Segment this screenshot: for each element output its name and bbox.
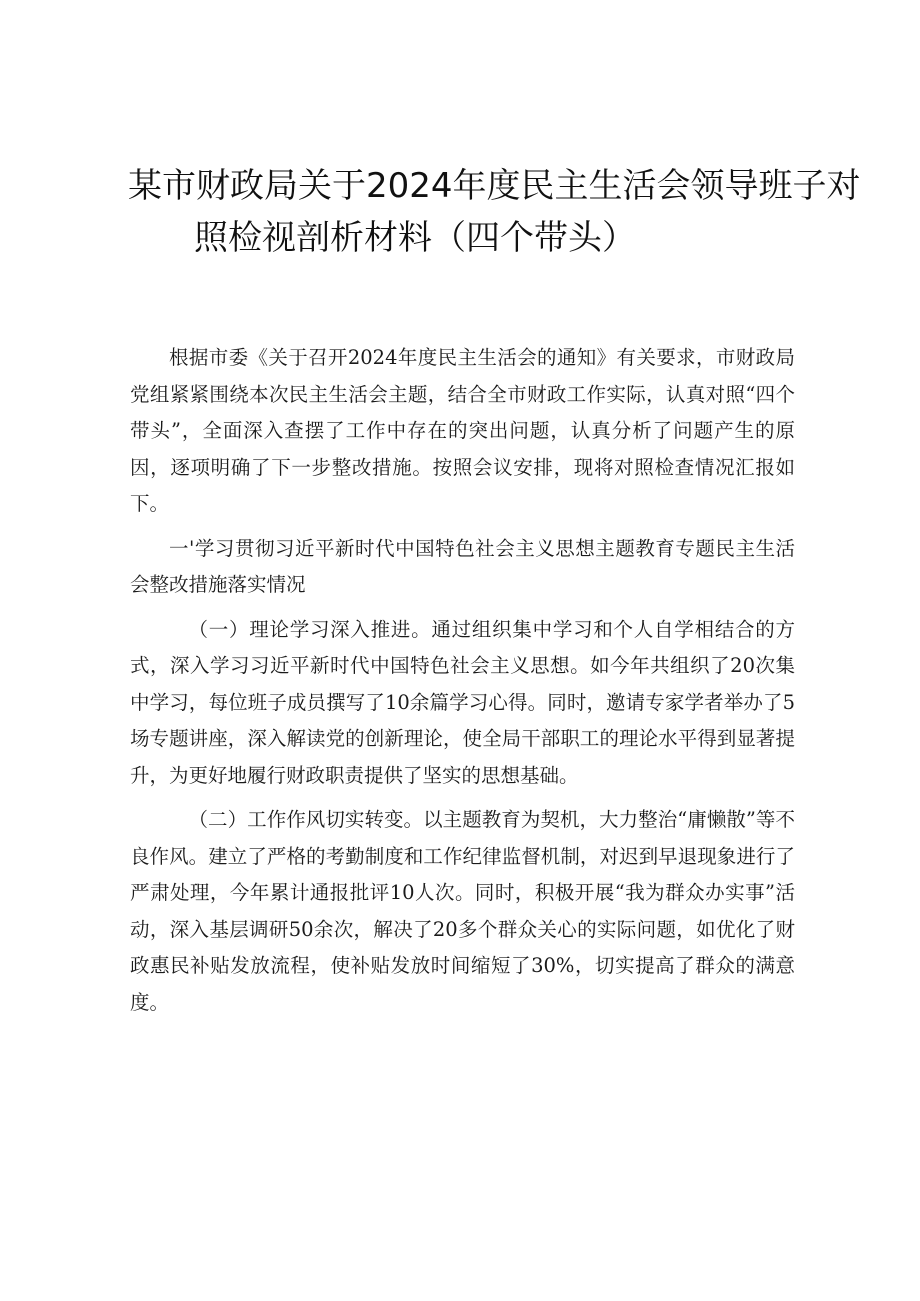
intro-paragraph: 根据市委《关于召开2024年度民主生活会的通知》有关要求，市财政局党组紧紧围绕本次民主生活会主题，结合全市财政工作实际，认真对照“四个带头”，全面深入查摆了工作中存在的突出问题，认真分析了问题产生的原因，逐项明确了下一步整改措施。按照会议安排，现将对照检查情况汇报如下。 [130,346,795,515]
document-title-line-2: 照检视剖析材料（四个带头） [194,218,636,258]
document-title [128,160,861,264]
document-title-line-1: 某市财政局关于2024年度民主生活会领导班子对 [128,166,861,206]
document-body [130,340,795,1021]
section-heading-1: 一'学习贯彻习近平新时代中国特色社会主义思想主题教育专题民主生活会整改措施落实情况 [130,536,795,596]
paragraph-work-style: （二）工作作风切实转变。以主题教育为契机，大力整治“庸懒散”等不良作风。建立了严格的考勤制度和工作纪律监督机制，对迟到早退现象进行了严肃处理，今年累计通报批评10人次。同时，积极开展“我为群众办实事”活动，深入基层调研50余次，解决了20多个群众关心的实际问题，如优化了财政惠民补贴发放流程，使补贴发放时间缩短了30%，切实提高了群众的满意度。 [130,808,795,1014]
paragraph-theory-study: （一）理论学习深入推进。通过组织集中学习和个人自学相结合的方式，深入学习习近平新时代中国特色社会主义思想。如今年共组织了20次集中学习，每位班子成员撰写了10余篇学习心得。同时，邀请专家学者举办了5场专题讲座，深入解读党的创新理论，使全局干部职工的理论水平得到显著提升，为更好地履行财政职责提供了坚实的思想基础。 [130,617,795,787]
